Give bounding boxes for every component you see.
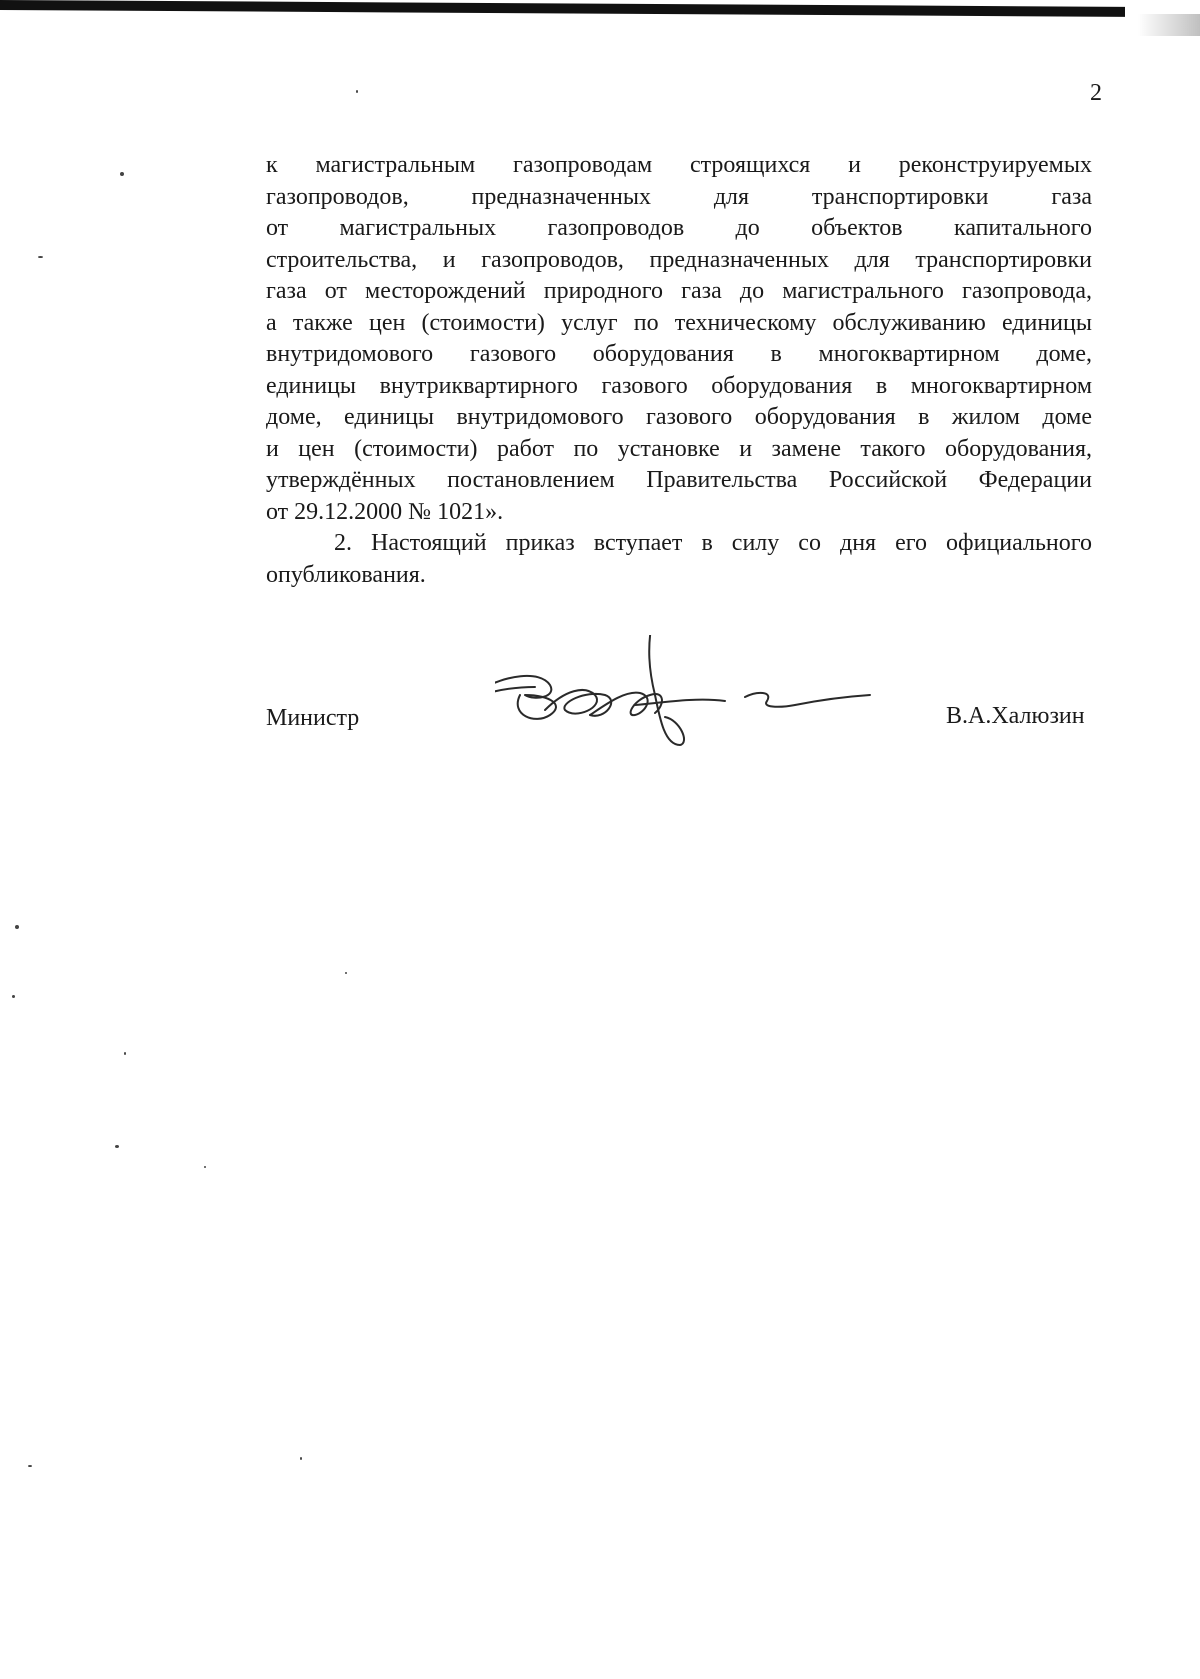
text-line: газопроводов, предназначенных для транспортировки газа <box>266 183 1092 210</box>
text-line: газа от месторождений природного газа до магистрального газопровода, <box>266 278 1092 304</box>
text-line: а также цен (стоимости) услуг по техническому обслуживанию единицы <box>266 309 1092 336</box>
text-line: к магистральным газопроводам строящихся и реконструируемых <box>266 152 1092 178</box>
scan-speck <box>38 256 43 258</box>
document-body <box>266 150 1092 591</box>
handwritten-signature <box>495 635 895 785</box>
text-line: от 29.12.2000 № 1021». <box>266 498 504 525</box>
scan-speck <box>12 995 15 998</box>
paragraph-1 <box>266 150 1092 528</box>
text-line: строительства, и газопроводов, предназначенных для транспортировки <box>266 246 1092 273</box>
scan-corner-shadow <box>1138 14 1200 36</box>
scan-speck <box>120 172 124 176</box>
text-line: доме, единицы внутридомового газового оборудования в жилом доме <box>266 404 1092 430</box>
scan-speck <box>356 90 358 93</box>
scan-speck <box>204 1166 206 1168</box>
text-line: внутридомового газового оборудования в многоквартирном доме, <box>266 341 1092 367</box>
paragraph-2 <box>266 528 1092 560</box>
page-number: 2 <box>1090 80 1102 106</box>
text-line: 2. Настоящий приказ вступает в силу со дня его официального <box>334 530 1092 556</box>
scan-speck <box>115 1145 119 1148</box>
signer-name: В.А.Халюзин <box>946 703 1085 729</box>
paragraph-2-continued <box>266 560 1092 592</box>
text-line: опубликования. <box>266 561 426 588</box>
text-line: и цен (стоимости) работ по установке и замене такого оборудования, <box>266 435 1092 462</box>
scan-speck <box>28 1465 32 1467</box>
scan-speck <box>124 1052 126 1055</box>
scan-speck <box>345 972 347 974</box>
scan-speck <box>300 1457 302 1460</box>
scan-top-edge <box>0 0 1125 17</box>
text-line: единицы внутриквартирного газового оборудования в многоквартирном <box>266 372 1092 399</box>
scan-speck <box>15 925 19 929</box>
text-line: утверждённых постановлением Правительства Российской Федерации <box>266 467 1092 493</box>
text-line: от магистральных газопроводов до объектов капитального <box>266 215 1092 241</box>
signer-title: Министр <box>266 705 360 731</box>
